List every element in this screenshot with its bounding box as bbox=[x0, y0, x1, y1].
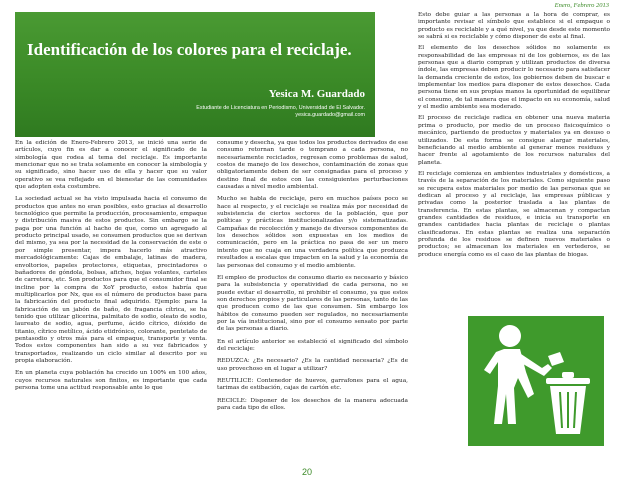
paragraph: RECICLE: Disponer de los desechos de la manera adecuada para cada tipo de ellos. bbox=[217, 397, 408, 411]
person-throwing-trash-in-bin-icon bbox=[468, 316, 604, 446]
article-author: Yesica M. Guardado bbox=[268, 88, 365, 100]
paragraph: El reciclaje comienza en ambientes industriales y domésticos, a través de la separación de los materiales. Como siguiente paso se recupera estos materiales por medio de las personas que se dedican al proceso y al reciclaje, las empresas públicas y privadas como la posterior traslada a las plantas de transferencia. En estas plantas, se almacenan y compactan grandes cantidades de residuos, e inicia su transporte en grandes cantidades hacia plantas de reciclaje o plantas clasificadoras. En estas plantas se realiza una separación profunda de los residuos se definen nuevos materiales o productos; se almacenan los materiales en vertederos, se produce energía como es el caso de las plantas de biogas. bbox=[418, 170, 610, 258]
paragraph: En la edición de Enero-Febrero 2013, se inició una serie de artículos, cuyo fin es dar a conocer el significado de la simbología que rodea al tema del reciclaje. Es importante mencionar que no se trata solamente en conocer la simbología y su significado, sino hacer uso de ella y hacer que su valor operativo se vea reflejado en el bienestar de las comunidades que adopten esta costumbre. bbox=[15, 140, 207, 191]
paragraph: REDUZCA: ¿Es necesario? ¿Es la cantidad necesaria? ¿Es de uso provechoso en el lugar a utilizar? bbox=[217, 358, 408, 372]
text-column-2 bbox=[217, 140, 408, 417]
author-email: yesica.guardado@gmail.com bbox=[295, 112, 365, 118]
paragraph: Mucho se habla de reciclaje, pero en muchos países poco se hace al respecto, y el reciclaje se realiza más por necesidad de subsistencia de ciertos sectores de la población, que por políticas y prácticas institucionalizadas y/o sistematizadas. Campañas de recolección y manejo de diversos componentes de los desechos sólidos son expuestas en los medios de comunicación, pero en la práctica no pasa de ser un mero intento que no cuaja en una verdadera política que produzca resultados a escalas que impacten en la salud y la economía de las personas del consumo y el medio ambiente. bbox=[217, 196, 408, 269]
article-title: Identificación de los colores para el reciclaje. bbox=[27, 40, 352, 59]
article-header bbox=[15, 12, 375, 137]
text-column-1 bbox=[15, 140, 207, 397]
recycling-illustration bbox=[468, 316, 604, 446]
issue-date: Enero, Febrero 2013 bbox=[554, 2, 609, 9]
paragraph: Esto debe guiar a las personas a la hora de comprar, es importante revisar el símbolo que establece si el empaque o producto es reciclable y a qué nivel, ya que desde este momento se sabrá si es reciclable y cómo disponer de este al final. bbox=[418, 12, 610, 41]
paragraph: En un planeta cuya población ha crecido un 100% en 100 años, cuyos recursos naturales son finitos, es importante que cada persona tome una actitud responsable ante lo que bbox=[15, 370, 207, 391]
paragraph: El empleo de productos de consumo diario es necesario y básico para la subsistencia y operatividad de cada persona, no se puede evitar el desarrollo, ni prohibir el consumo, ya que estos son derechos propios y particulares de las personas, tanto de las que producen como de las que consumen. Sin embargo los hábitos de consumo pueden ser regulados, no necesariamente por la vía institucional, sino por el consumo sensato por parte de las personas a diario. bbox=[217, 274, 408, 333]
paragraph: El elemento de los desechos sólidos no solamente es responsabilidad de las empresas ni de los gobiernos, es de las personas que a diario compran y utilizan productos de diversa índole, las empresas deben producir lo necesario para satisfacer la demanda creciente de estos, los gobiernos deben de buscar e implementar los medios para disponer de estos desechos. Cada persona tiene en sus propias manos la oportunidad de equilibrar el consumo, de tal manera que el impacto en su economía, salud y el medio ambiente sea moderado. bbox=[418, 45, 610, 111]
paragraph: El proceso de reciclaje radica en obtener una nueva materia prima o producto, por medio de un proceso fisicoquímico o mecánico, partiendo de productos y materiales ya en desuso o utilizados. De esta forma se consigue alargar materiales, beneficiando al medio ambiente al generar menos residuos y hacer frente al agotamiento de los recursos naturales del planeta. bbox=[418, 115, 610, 166]
page-number: 20 bbox=[302, 467, 313, 477]
author-role: Estudiante de Licenciatura en Periodismo, Universidad de El Salvador. bbox=[196, 105, 365, 111]
paragraph: consume y desecha, ya que todos los productos derivados de ese consumo retornan tarde o temprano a cada persona, no necesariamente reciclados, regresan como problemas de salud, costos de manejo de los desechos, contaminación de zonas que obligatoriamente deben de ser consignadas para el proceso y destino final de estos con las consiguientes perturbaciones causadas a nivel medio ambiental. bbox=[217, 140, 408, 191]
paragraph: En el artículo anterior se estableció el significado del símbolo del reciclaje: bbox=[217, 338, 408, 352]
text-column-3 bbox=[418, 12, 610, 263]
author-info bbox=[196, 105, 365, 119]
paragraph: La sociedad actual se ha visto impulsada hacia el consumo de productos que antes no eran posibles, esto gracias al desarrollo tecnológico que permite la producción, procesamiento, empaque y distribución masiva de estos productos. Sin embargo se la paga por una función al hacho de que, como un agregado al producto principal usado, se consumen productos que se derivan del mismo, ya sea por la necesidad de la conservación de este o por simple presentar, impera hacerlo más atractivo mercadológicamente: Cajas de embalaje, latinas de madera, envoltorios, papeles protectores, etiquetas, precintadores o bañadores de góndola, bolsas, afiches, hojas volantes, carteles de carretera, etc. Son productos para que el consumidor final se incline por la compra de XoY producto, estos habría que multiplicarlos por Nx, que es el número de productos base para la fabricación del producto final adquirido. Ejemplo: para la fabricación de un jabón de baño, de fragancia cítrica, se ha tenido que utilizar glicerina, palmitato de sodio, oleato de sodio, laureato de sodio, agua, perfume, ácido cítrico, dióxido de titanio, cítrico metílico, ácido etidrónico, colorante, pentetato de pentasodio y otros más para el empaque, transporte y venta. Todos estos componentes han sido a su vez fabricados y transportados, realizando un ciclo similar al descrito por su propia elaboración. bbox=[15, 196, 207, 364]
paragraph: REUTILICE: Contenedor de huevos, garrafones para el agua, tarimas de estibación, cajas de cartón etc. bbox=[217, 377, 408, 392]
